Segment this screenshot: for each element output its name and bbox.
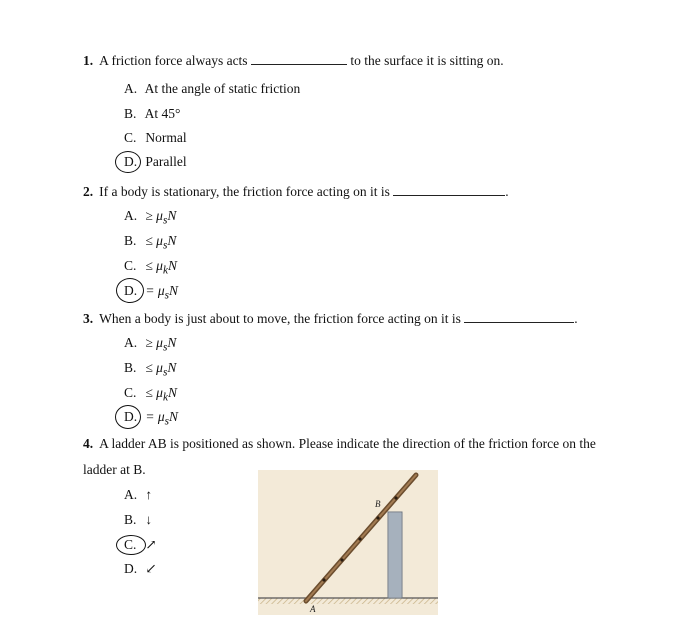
question-number: 2.: [83, 184, 94, 199]
ladder-rivet: [376, 516, 379, 519]
option-2a: A. ≥ $\mu_sN$: [124, 208, 177, 227]
question-2-stem: [83, 183, 509, 200]
option-4a: A. ↑: [124, 487, 153, 502]
answer-circle-3d: [115, 405, 141, 429]
wall-texture: [389, 513, 401, 597]
answer-circle-2d: [116, 278, 144, 303]
option-3c: C. ≤ $\mu_kN$: [124, 385, 177, 404]
ground: [258, 598, 438, 604]
answer-blank: [251, 52, 347, 65]
question-4-stem: [83, 436, 596, 452]
ladder-figure: [258, 470, 438, 615]
stem-text: .: [505, 184, 509, 199]
arrow-up-icon: ↑: [145, 487, 153, 502]
stem-text: When a body is just about to move, the friction force acting on it is: [99, 311, 461, 326]
answer-blank: [393, 183, 505, 196]
option-1d: D. Parallel: [124, 154, 187, 169]
option-3a: A. ≥ $\mu_sN$: [124, 335, 177, 354]
answer-circle-4c: [116, 535, 146, 555]
question-3-stem: [83, 310, 578, 327]
answer-circle-1d: [115, 151, 141, 173]
question-1-stem: [83, 52, 504, 69]
question-number: 4.: [83, 436, 94, 451]
option-2b: B. ≤ $\mu_sN$: [124, 233, 177, 252]
ladder-rivet: [358, 537, 361, 540]
option-1b: B. At 45°: [124, 106, 181, 121]
answer-blank: [464, 310, 574, 323]
stem-text: ladder at B.: [83, 462, 146, 477]
question-number: 3.: [83, 311, 94, 326]
stem-text: A ladder AB is positioned as shown. Please indicate the direction of the friction force on the: [99, 436, 596, 451]
stem-text: .: [574, 311, 578, 326]
ladder-rivet: [394, 496, 397, 499]
stem-text: If a body is stationary, the friction force acting on it is: [99, 184, 390, 199]
label-a: A: [310, 604, 316, 614]
option-2d: D. = $\mu_sN$: [124, 283, 179, 302]
option-2c: C. ≤ $\mu_kN$: [124, 258, 177, 277]
option-4d: D. ↙: [124, 561, 157, 576]
ladder-rivet: [322, 578, 325, 581]
arrow-down-left-icon: ↙: [145, 561, 157, 576]
question-4-stem-line2: [83, 462, 146, 478]
question-number: 1.: [83, 53, 94, 68]
stem-text: to the surface it is sitting on.: [350, 53, 504, 68]
option-3d: D. = $\mu_sN$: [124, 409, 179, 428]
stem-text: A friction force always acts: [99, 53, 248, 68]
arrow-up-right-icon: ↗: [145, 537, 157, 552]
option-3b: B. ≤ $\mu_sN$: [124, 360, 177, 379]
ladder-rivet: [340, 558, 343, 561]
figure-background: [258, 470, 438, 615]
option-1a: A. At the angle of static friction: [124, 81, 301, 96]
arrow-down-icon: ↓: [145, 512, 153, 527]
option-4c: C. ↗: [124, 537, 157, 552]
option-4b: B. ↓: [124, 512, 153, 527]
option-1c: C. Normal: [124, 130, 187, 145]
label-b: B: [375, 499, 381, 509]
